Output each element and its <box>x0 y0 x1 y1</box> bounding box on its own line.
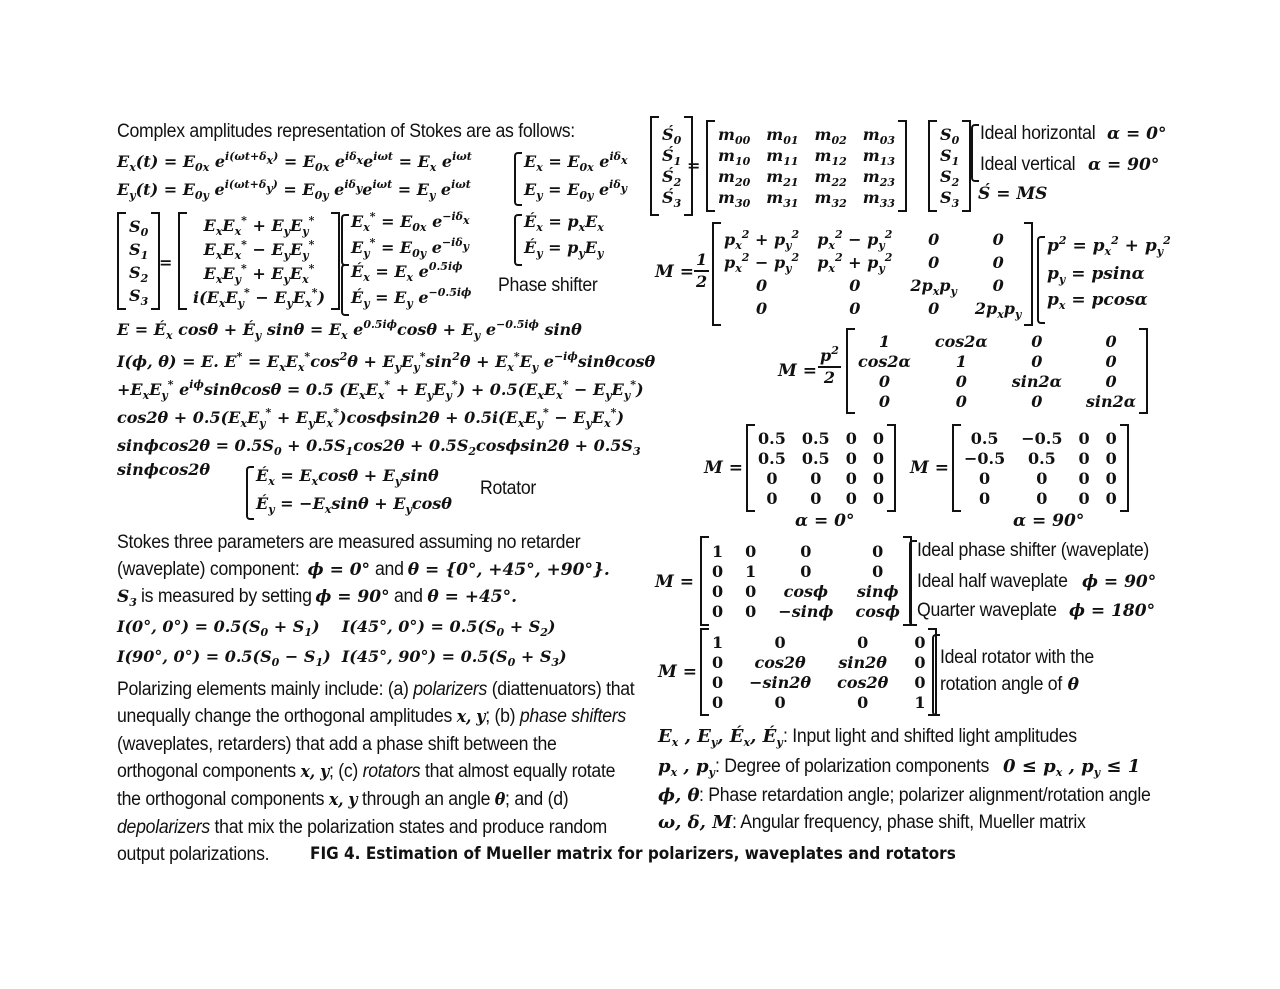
matrix-m-label: M = <box>658 662 697 682</box>
paragraph-term: rotators <box>362 761 421 782</box>
paragraph-text: Polarizing elements mainly include: (a) <box>117 679 409 700</box>
ideal-rotator-line-2: rotation angle of θ <box>940 674 1079 695</box>
equation-intensity-3: $\cos 2\theta + 0.5(E_xE_y^* + E_yE_x^*)\cos\phi\sin 2\theta + 0.5i(E_xE_y^* - E_yE_x^*)$ <box>117 406 625 430</box>
intro-text: Complex amplitudes representation of Stokes are as follows: <box>117 121 575 142</box>
equation-ex-polarizer: $É_x = p_xE_x$ <box>524 212 604 234</box>
stokes-output-vector: $Ś_0$ $Ś_1$ $Ś_2$ $Ś_3$ <box>650 116 693 216</box>
measure-text-line1: Stokes three parameters are measured assuming no retarder <box>117 532 581 553</box>
mueller-general-matrix: $m_{00}$ $m_{01}$ $m_{02}$ $m_{03}$ $m_{10}$ $m_{11}$ $m_{12}$ $m_{13}$ $m_{20}$ $m_{21}$ $m_{22}$ $m_{23}$ $m_{30}$ $m_{31}$ $m_{32}$ $m_{33}$ <box>706 120 907 212</box>
measure-text-line3: $S_3$ is measured by setting ϕ = 90° and θ = +45°. <box>117 586 518 609</box>
fraction-p2-half: $\frac{p^2}{2}$ <box>820 344 839 387</box>
legend-line-4: ω, δ, M: Angular frequency, phase shift, Mueller matrix <box>658 812 1086 833</box>
equation-ey-shift: $É_y = E_y$ $e^{-0.5i\phi}$ <box>351 286 472 310</box>
matrix-m-label: M = <box>655 572 694 592</box>
ideal-rotator-label-2: rotation angle of <box>940 674 1062 695</box>
equation-rotator-x: $É_x = E_x\cos\theta + E_y\sin\theta$ <box>256 466 439 488</box>
paragraph-text: (waveplates, retarders) that add a phase shift between the <box>117 734 557 755</box>
equation-ex-amp: $E_x = E_{0x}$ $e^{i\delta_x}$ <box>524 150 628 174</box>
paragraph-text: the orthogonal components <box>117 789 325 810</box>
equals-sign: = <box>159 253 173 272</box>
matrix-m-label: M = <box>655 262 694 282</box>
brace <box>1037 236 1045 324</box>
equation-ey-amp: $E_y = E_{0y}$ $e^{i\delta_y}$ <box>524 178 628 202</box>
brace <box>971 124 979 182</box>
phase-shifter-label: Phase shifter <box>498 275 598 296</box>
polarizer-alpha-matrix: 1 cos2α 0 0 cos2α 1 0 0 0 0 sin2α 0 0 0 0 sin2α <box>846 328 1148 414</box>
brace <box>932 634 940 716</box>
paragraph-text: output polarizations. <box>117 844 270 865</box>
legend-text: : Phase retardation angle; polarizer alignment/rotation angle <box>699 785 1152 806</box>
brace <box>341 264 349 316</box>
rotator-matrix: 1 0 0 0 0 cos2θ sin2θ 0 0 −sin2θ cos2θ 0 0 0 0 1 <box>700 628 937 716</box>
legend-text: : Angular frequency, phase shift, Mueller matrix <box>732 812 1086 833</box>
equation-measure-2: I(90°, $0^\circ) = 0.5(S_0 - S_1)$ I(45°, $90^\circ) = 0.5(S_0 + S_3)$ <box>117 647 567 669</box>
legend-text: : Input light and shifted light amplitudes <box>782 726 1077 747</box>
equation-intensity-5: sinϕcos2θ <box>117 460 211 479</box>
equation-s-ms: Ś = MS <box>978 184 1048 204</box>
vertical-polarizer-matrix: 0.5 −0.5 0 0 −0.5 0.5 0 0 0 0 0 0 0 0 0 0 <box>952 424 1129 512</box>
equals-sign: = <box>687 156 701 175</box>
measure-and: and <box>394 586 423 607</box>
alpha-90-value: α = 90° <box>1088 155 1160 175</box>
horizontal-polarizer-matrix: 0.5 0.5 0 0 0.5 0.5 0 0 0 0 0 0 0 0 0 0 <box>746 424 896 512</box>
equation-px: $p_x = pcos\alpha$ <box>1047 290 1148 312</box>
brace <box>909 540 917 626</box>
alpha-90-caption: α = 90° <box>1013 511 1085 531</box>
matrix-m-label: M = <box>778 361 817 381</box>
rotator-label: Rotator <box>480 478 537 499</box>
paragraph-term: polarizers <box>413 679 488 700</box>
paragraph-text: that almost equally rotate <box>424 761 616 782</box>
legend-line-2: $p_x$ , $p_y$: Degree of polarization components $0 \le p_x$ , $p_y \le 1$ <box>658 756 1141 779</box>
measure-text-part: (waveplate) component: <box>117 559 300 580</box>
measure-text-part: is measured by setting <box>141 586 313 607</box>
phase-shifter-matrix: 1 0 0 0 0 1 0 0 0 0 cosϕ sinϕ 0 0 −sinϕ cosϕ <box>700 536 912 626</box>
equation-ey-polarizer: $É_y = p_yE_y$ <box>524 238 604 260</box>
paragraph-text: (diattenuators) that <box>491 679 635 700</box>
paragraph-term: phase shifters <box>519 706 626 727</box>
equation-intensity-4: $\sin\phi\cos 2\theta = 0.5S_0 + 0.5S_1\cos 2\theta + 0.5S_2\cos\phi\sin 2\theta + 0.5S_3$ <box>117 436 641 458</box>
equation-py: $p_y = psin\alpha$ <box>1047 264 1145 286</box>
paragraph-text: through an angle <box>361 789 491 810</box>
paragraph-text: that mix the polarization states and produce random <box>214 817 607 838</box>
matrix-m-label: M = <box>910 458 949 478</box>
measure-and: and <box>374 559 404 580</box>
legend-line-1: $E_x$ , $E_y$, $É_x$, $É_y$: Input light and shifted light amplitudes <box>658 726 1077 749</box>
polarizer-matrix: $p_x^2 + p_y^2$ $p_x^2 - p_y^2$ 0 0 $p_x^2 - p_y^2$ $p_x^2 + p_y^2$ 0 0 0 0 $2p_xp_y$ 0 0 0 0 $2p_xp_y$ <box>712 222 1033 326</box>
quarter-waveplate-label: Quarter waveplate <box>917 600 1057 621</box>
equation-e-total: $E = É_x$ $\cos\theta + É_y$ $\sin\theta = E_x$ $e^{0.5i\phi}\cos\theta + E_y$ $e^{-0.5i\phi}$ sinθ <box>117 318 582 342</box>
equation-ex-shift: $É_x = E_x$ $e^{0.5i\phi}$ <box>351 260 463 284</box>
equation-measure-1: I(0°, $0^\circ) = 0.5(S_0 + S_1)$ I(45°, $0^\circ) = 0.5(S_0 + S_2)$ <box>117 617 556 639</box>
ideal-horizontal-label: Ideal horizontal <box>980 123 1096 144</box>
stokes-field-matrix: $E_xE_x^* + E_yE_y^*$ $E_xE_x^* - E_yE_y^*$ $E_xE_y^* + E_yE_x^*$ $i(E_xE_y^* - E_yE_x^*)$ <box>178 212 340 310</box>
figure-caption: FIG 4. Estimation of Mueller matrix for polarizers, waveplates and rotators <box>310 844 956 864</box>
ideal-half-waveplate-label: Ideal half waveplate <box>917 571 1068 592</box>
stokes-vector: $S_0$ $S_1$ $S_2$ $S_3$ <box>117 212 160 310</box>
brace <box>514 214 522 266</box>
stokes-input-vector: $S_0$ $S_1$ $S_2$ $S_3$ <box>928 120 971 212</box>
brace <box>246 466 254 520</box>
matrix-m-label: M = <box>704 458 743 478</box>
equation-intensity-2: $+E_xE_y^*$ $e^{i\phi}\sin\theta\cos\theta = 0.5$ $(E_xE_x^* + E_yE_y^*) + 0.5(E_xE_x^* - E_yE_y^*)$ <box>117 378 644 402</box>
legend-text: : Degree of polarization components <box>714 756 990 777</box>
paragraph-text: orthogonal components <box>117 761 296 782</box>
fraction-half: $\frac{1}{2}$ <box>696 250 708 291</box>
elements-paragraph: Polarizing elements mainly include: (a) polarizers (diattenuators) that unequally change the orthogonal amplitudes x, y; (b) phase shifters (waveplates, retarders) that add a phase shift between the orthogonal components x, y; (c) rotators that almost equally rotate the orthogonal components x, y through an angle θ; and (d) depolarizers that mix the polarization states and produce random output polarizations. <box>117 679 635 865</box>
equation-ey-conj: $E_y^* = E_{0y}$ $e^{-i\delta_y}$ <box>351 236 470 260</box>
ideal-vertical-label: Ideal vertical <box>980 154 1076 175</box>
phi-90-value: ϕ = 90° <box>1082 572 1157 592</box>
equation-ey-t: $E_y(t) = E_{0y}$ $e^{i(\omega t+\delta_y)} = E_{0y}$ $e^{i\delta_y}e^{i\omega t} = E_y$ $e^{i\omega t}$ <box>117 178 471 202</box>
equation-rotator-y: $É_y = -E_x\sin\theta + E_y\cos\theta$ <box>256 494 452 516</box>
equation-p-squared: $p^2 = p_x^2 + p_y^2$ <box>1047 234 1171 258</box>
legend-line-3: ϕ, θ: Phase retardation angle; polarizer alignment/rotation angle <box>658 785 1152 806</box>
paragraph-text: ; and (d) <box>505 789 569 810</box>
brace <box>514 152 522 206</box>
phi-180-value: ϕ = 180° <box>1069 601 1156 621</box>
paragraph-text: ; (b) <box>485 706 516 727</box>
equation-ex-t: $E_x(t) = E_{0x}$ $e^{i(\omega t+\delta_x)} = E_{0x}$ $e^{i\delta_x}e^{i\omega t} = E_x$ $e^{i\omega t}$ <box>117 150 472 174</box>
ideal-rotator-label-1: Ideal rotator with the <box>940 647 1094 668</box>
paragraph-term: depolarizers <box>117 817 210 838</box>
equation-intensity-1: I(ϕ, θ) = E. $E^* = E_xE_x^*\cos^2\theta + E_yE_y^*\sin^2\theta + E_x^*E_y$ $e^{-i\phi}\sin\theta\cos\theta$ <box>117 350 656 374</box>
ideal-phase-shifter-label: Ideal phase shifter (waveplate) <box>917 540 1150 561</box>
equation-ex-conj: $E_x^* = E_{0x}$ $e^{-i\delta_x}$ <box>351 210 470 234</box>
alpha-0-value: α = 0° <box>1107 124 1167 144</box>
paragraph-text: ; (c) <box>328 761 359 782</box>
alpha-0-caption: α = 0° <box>795 511 855 531</box>
brace <box>341 214 349 266</box>
paragraph-text: unequally change the orthogonal amplitudes <box>117 706 453 727</box>
measure-text-line2: (waveplate) component: ϕ = 0° and θ = {0°, +45°, +90°}. <box>117 559 610 580</box>
